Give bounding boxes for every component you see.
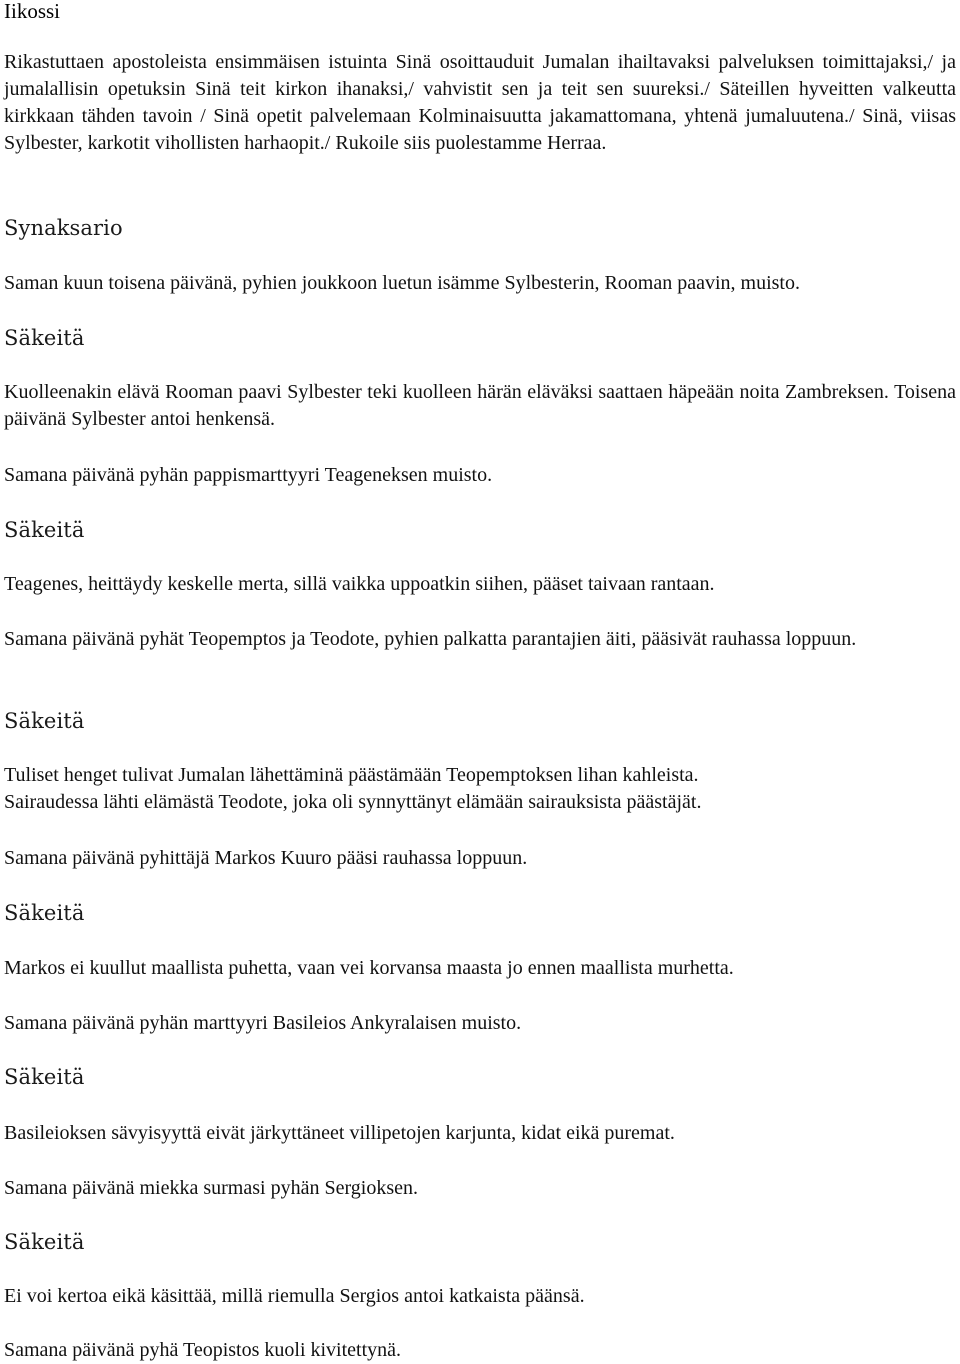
commemoration-paragraph: Samana päivänä pyhän pappismarttyyri Teageneksen muisto.: [4, 464, 493, 486]
verse-paragraph: Markos ei kuullut maallista puhetta, vaan vei korvansa maasta jo ennen maallista murhetta.: [4, 957, 734, 979]
section-title-iikossi: Iikossi: [4, 0, 61, 23]
verses-heading: Säkeitä: [4, 709, 85, 733]
verse-paragraph: Teagenes, heittäydy keskelle merta, sillä vaikka uppoatkin siihen, pääset taivaan rantaan.: [4, 573, 715, 595]
commemoration-paragraph: Samana päivänä pyhä Teopistos kuoli kivitettynä.: [4, 1339, 402, 1361]
iikossi-paragraph: Rikastuttaen apostoleista ensimmäisen istuinta Sinä osoittauduit Jumalan ihailtavaksi palveluksen toimittajaksi,/ ja jumalallisin opetuksin Sinä teit kirkon ihanaksi,/ vahvistit sen ja teit sen suureksi./ Säteillen hyveitten valkeutta kirkkaan tähden tavoin / Sinä opetit palvelemaan Kolminaisuutta jakamattomana, yhtenä jumaluutena./ Sinä, viisas Sylbester, karkotit vihollisten harhaopit./ Rukoile siis puolestamme Herraa.: [4, 51, 956, 154]
verses-heading: Säkeitä: [4, 1230, 85, 1254]
commemoration-paragraph: Samana päivänä miekka surmasi pyhän Sergioksen.: [4, 1177, 418, 1199]
commemoration-paragraph: Samana päivänä pyhän marttyyri Basileios Ankyralaisen muisto.: [4, 1012, 522, 1034]
verses-heading: Säkeitä: [4, 326, 85, 350]
verse-paragraph: Ei voi kertoa eikä käsittää, millä riemulla Sergios antoi katkaista päänsä.: [4, 1285, 585, 1307]
verse-line: Tuliset henget tulivat Jumalan lähettäminä päästämään Teopemptoksen lihan kahleista.: [4, 764, 699, 786]
verses-heading: Säkeitä: [4, 1065, 85, 1089]
verse-line: Sairaudessa lähti elämästä Teodote, joka oli synnyttänyt elämään sairauksista päästäjät.: [4, 791, 702, 813]
synaksario-heading: Synaksario: [4, 216, 123, 240]
verse-paragraph: Kuolleenakin elävä Rooman paavi Sylbester teki kuolleen härän eläväksi saattaen häpeään noita Zambreksen. Toisena päivänä Sylbester antoi henkensä.: [4, 381, 956, 430]
verses-heading: Säkeitä: [4, 518, 85, 542]
verse-paragraph: Basileioksen sävyisyyttä eivät järkyttäneet villipetojen karjunta, kidat eikä puremat.: [4, 1122, 675, 1144]
commemoration-paragraph: Samana päivänä pyhät Teopemptos ja Teodote, pyhien palkatta parantajien äiti, pääsivät rauhassa loppuun.: [4, 628, 857, 650]
verses-heading: Säkeitä: [4, 901, 85, 925]
commemoration-paragraph: Samana päivänä pyhittäjä Markos Kuuro pääsi rauhassa loppuun.: [4, 847, 528, 869]
synaksario-paragraph: Saman kuun toisena päivänä, pyhien joukkoon luetun isämme Sylbesterin, Rooman paavin, muisto.: [4, 272, 800, 294]
verse-paragraph: [4, 762, 956, 816]
